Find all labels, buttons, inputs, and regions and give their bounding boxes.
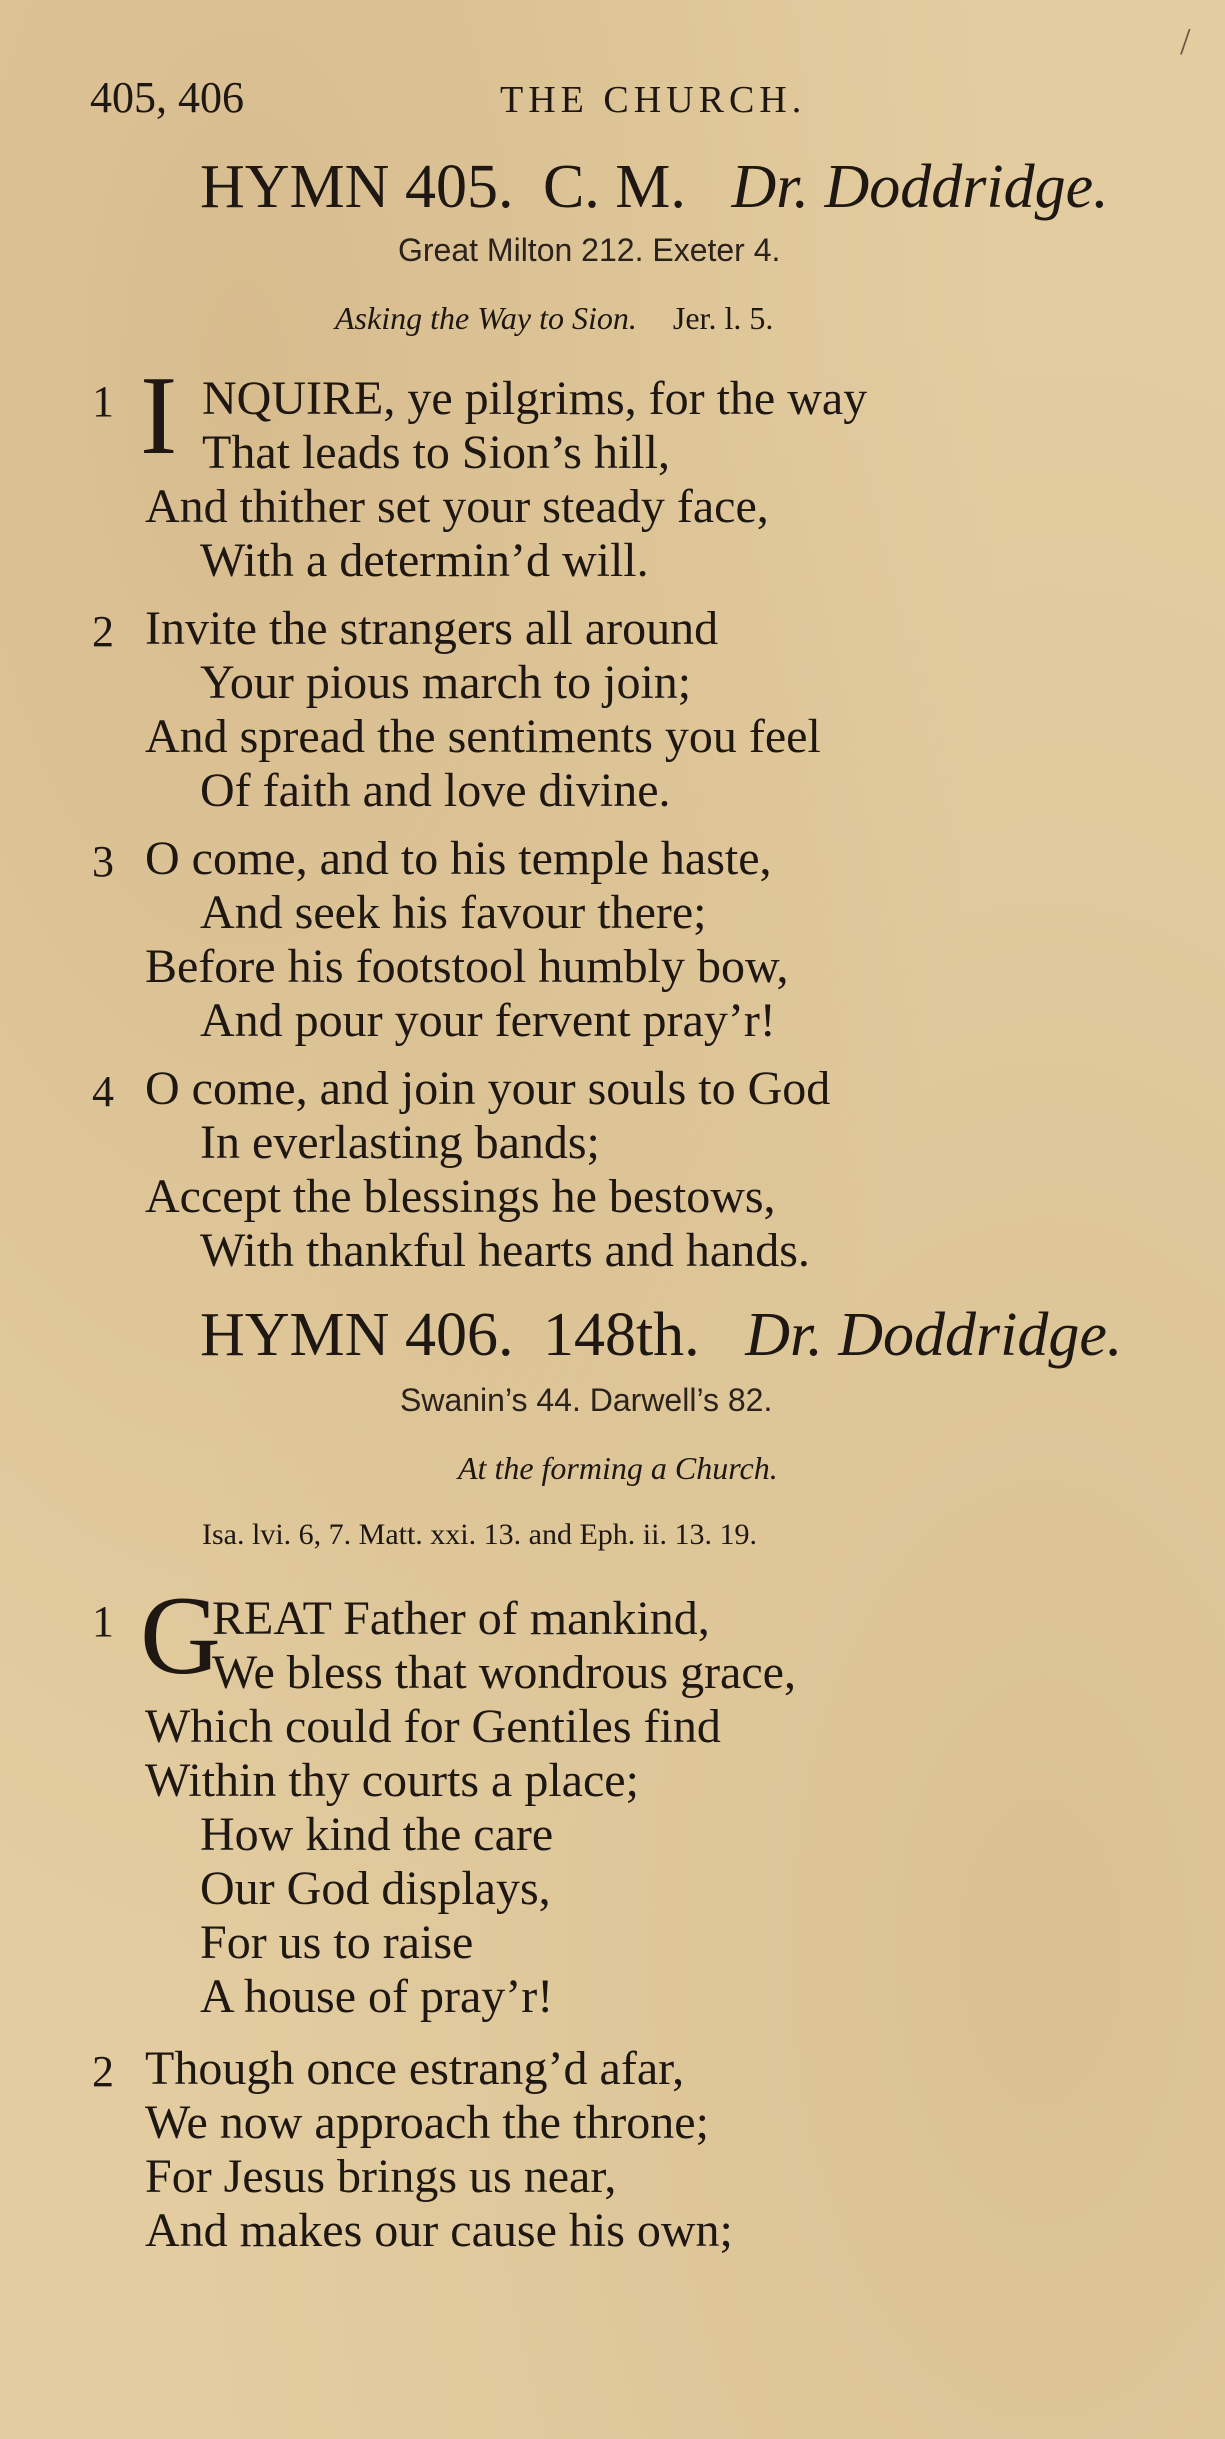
- verse-number: 3: [92, 837, 114, 886]
- verse-line: For Jesus brings us near,: [145, 2150, 617, 2203]
- hymn-title-line: [200, 152, 1109, 223]
- hymn-subject: Asking the Way to Sion.: [335, 300, 637, 336]
- verse-line: And pour your fervent pray’r!: [200, 994, 776, 1047]
- scripture-reference: Jer. l. 5.: [672, 300, 774, 336]
- verse-line: O come, and to his temple haste,: [145, 832, 772, 885]
- verse-line: Though once estrang’d afar,: [145, 2042, 685, 2095]
- running-title: THE CHURCH.: [500, 79, 807, 121]
- verse-line: NQUIRE, ye pilgrims, for the way: [202, 372, 868, 425]
- verse-line: How kind the care: [200, 1808, 554, 1861]
- verse-line: And seek his favour there;: [200, 886, 707, 939]
- verse-line: Before his footstool humbly bow,: [145, 940, 789, 993]
- verse-line: Which could for Gentiles find: [145, 1700, 721, 1753]
- hymn-tunes: Great Milton 212. Exeter 4.: [398, 232, 781, 268]
- verse-line: Accept the blessings he bestows,: [145, 1170, 776, 1223]
- hymn-author: Dr. Doddridge.: [731, 153, 1109, 221]
- verse-line: In everlasting bands;: [200, 1116, 600, 1169]
- drop-cap: I: [140, 354, 178, 478]
- verse-line: A house of pray’r!: [200, 1970, 554, 2023]
- verse-line: And thither set your steady face,: [145, 480, 769, 533]
- page-numbers: 405, 406: [90, 73, 244, 122]
- verse-number: 2: [92, 607, 114, 656]
- corner-mark: /: [1180, 21, 1191, 63]
- verse-line: And makes our cause his own;: [145, 2204, 733, 2257]
- scripture-reference: Isa. lvi. 6, 7. Matt. xxi. 13. and Eph. ii. 13. 19.: [202, 1518, 757, 1551]
- verse-line: And spread the sentiments you feel: [145, 710, 821, 763]
- verse-line: Your pious march to join;: [200, 656, 692, 709]
- verse-line: REAT Father of mankind,: [212, 1592, 710, 1645]
- verse-line: That leads to Sion’s hill,: [202, 426, 670, 479]
- hymn-tunes: Swanin’s 44. Darwell’s 82.: [400, 1382, 773, 1418]
- verse-line: For us to raise: [200, 1916, 474, 1969]
- verse-number: 1: [92, 377, 114, 426]
- verse-line: Our God displays,: [200, 1862, 551, 1915]
- hymn-number: HYMN 406.: [200, 1301, 514, 1369]
- verse-line: Of faith and love divine.: [200, 764, 671, 817]
- hymn-title-line: [200, 1300, 1122, 1371]
- verse-number: 2: [92, 2047, 114, 2096]
- verse-line: O come, and join your souls to God: [145, 1062, 831, 1115]
- hymn-meter: 148th.: [542, 1301, 700, 1369]
- hymn-subject-text: At the forming a Church.: [458, 1450, 778, 1486]
- drop-cap: G: [140, 1574, 221, 1698]
- hymn-subject-line: [335, 300, 773, 337]
- hymn-subject: [458, 1450, 778, 1487]
- hymn-author: Dr. Doddridge.: [745, 1301, 1123, 1369]
- hymn-number: HYMN 405.: [200, 153, 514, 221]
- verse-number: 1: [92, 1597, 114, 1646]
- verse-line: Within thy courts a place;: [145, 1754, 639, 1807]
- verse-line: We bless that wondrous grace,: [212, 1646, 796, 1699]
- verse-line: We now approach the throne;: [145, 2096, 709, 2149]
- hymn-meter: C. M.: [542, 153, 686, 221]
- verse-line: With a determin’d will.: [200, 534, 649, 587]
- verse-line: With thankful hearts and hands.: [200, 1224, 810, 1277]
- verse-line: Invite the strangers all around: [145, 602, 719, 655]
- verse-number: 4: [92, 1067, 114, 1116]
